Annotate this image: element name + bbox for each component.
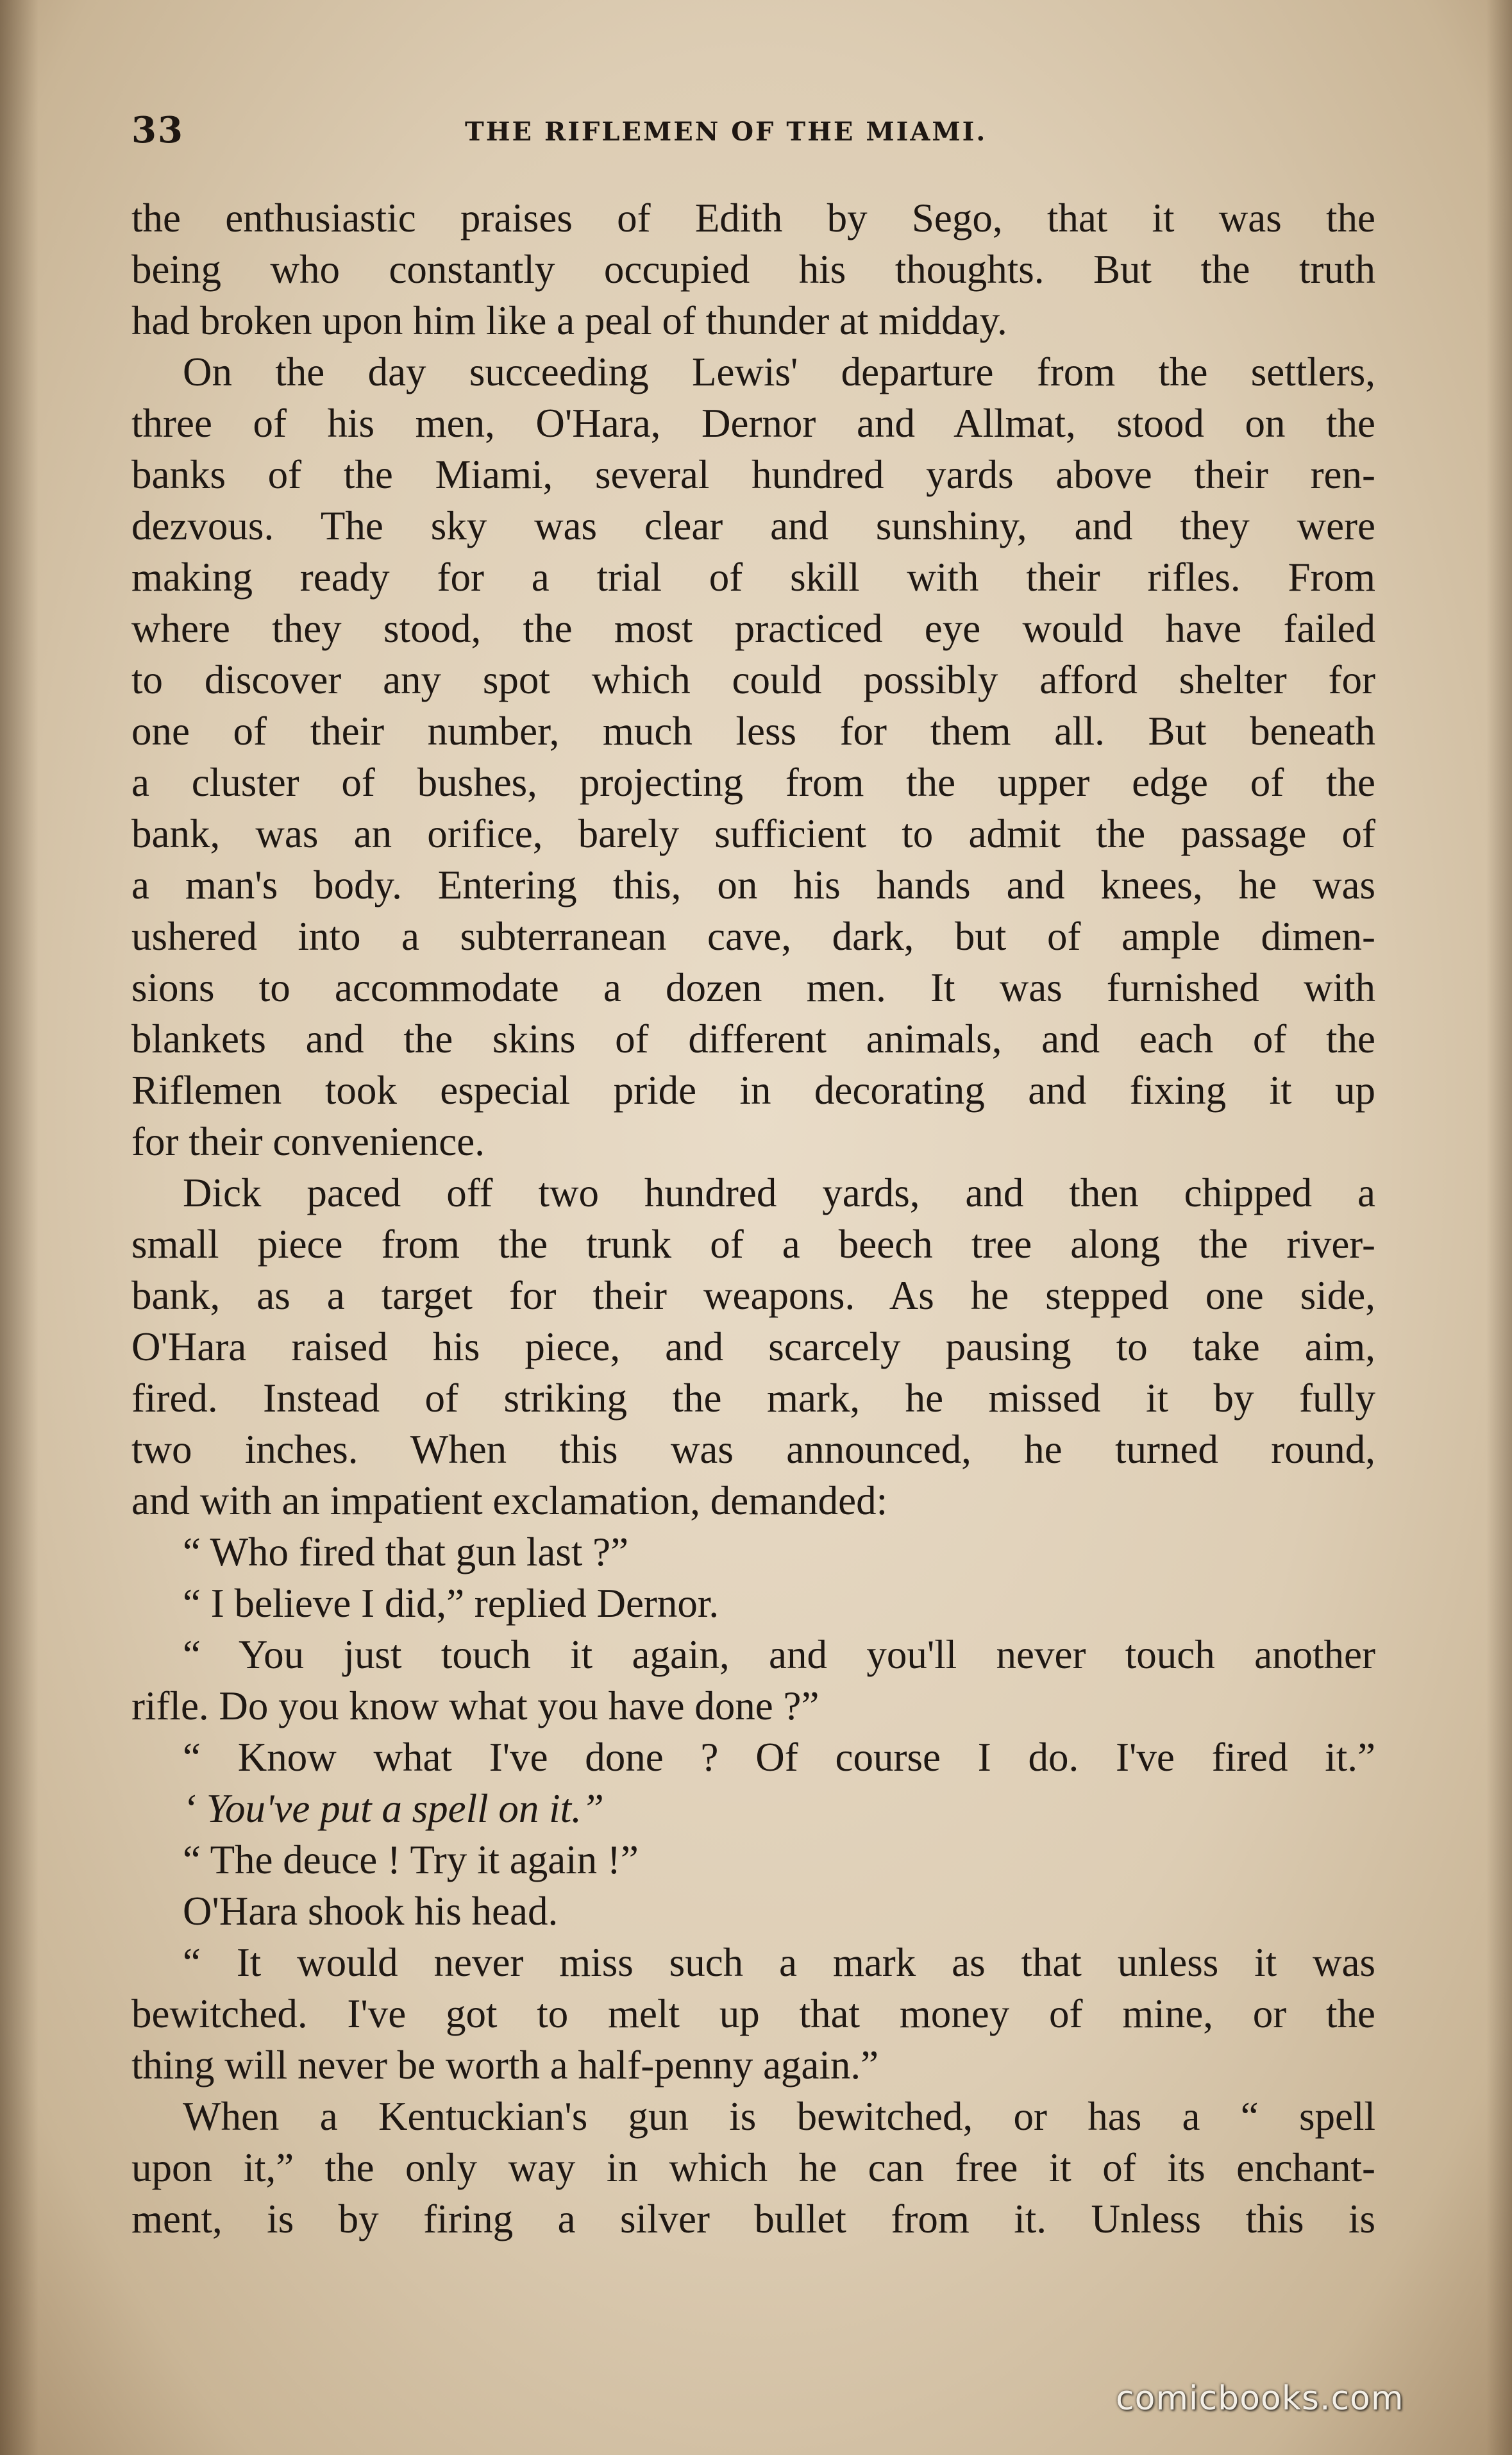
text-line: rifle. Do you know what you have done ?”	[131, 1683, 819, 1728]
text-line: the enthusiastic praises of Edith by Sego, that it was the	[131, 196, 1375, 240]
text-line: bewitched. I've got to melt up that money of mine, or the	[131, 1991, 1375, 2036]
text-line: had broken upon him like a peal of thunder at midday.	[131, 298, 1007, 343]
text-line: a cluster of bushes, projecting from the upper edge of the	[131, 760, 1375, 805]
text-line: being who constantly occupied his thoughts. But the truth	[131, 247, 1375, 292]
text-line: sions to accommodate a dozen men. It was furnished with	[131, 965, 1375, 1010]
watermark: comicbooks.com	[1116, 2379, 1404, 2418]
text-line: dezvous. The sky was clear and sunshiny, and they were	[131, 503, 1375, 548]
text-line: “ Who fired that gun last ?”	[183, 1530, 629, 1574]
text-line: upon it,” the only way in which he can free it of its enchant-	[131, 2145, 1375, 2190]
text-line: “ The deuce ! Try it again !”	[183, 1837, 639, 1882]
text-line: On the day succeeding Lewis' departure from the settlers,	[183, 350, 1375, 394]
text-line: one of their number, much less for them all. But beneath	[131, 709, 1375, 754]
text-line: “ I believe I did,” replied Dernor.	[183, 1581, 719, 1626]
text-line: Dick paced off two hundred yards, and then chipped a	[183, 1170, 1375, 1215]
body-text	[131, 192, 1375, 2245]
text-line: ment, is by firing a silver bullet from it. Unless this is	[131, 2197, 1375, 2241]
text-line: O'Hara shook his head.	[183, 1889, 559, 1934]
running-title: THE RIFLEMEN OF THE MIAMI.	[465, 117, 987, 147]
text-line: “ Know what I've done ? Of course I do. I've fired it.”	[183, 1735, 1375, 1780]
text-line: small piece from the trunk of a beech tree along the river-	[131, 1222, 1375, 1267]
page-header	[131, 109, 1375, 154]
text-line: two inches. When this was announced, he turned round,	[131, 1427, 1375, 1472]
text-line: blankets and the skins of different animals, and each of the	[131, 1017, 1375, 1061]
text-line: to discover any spot which could possibly afford shelter for	[131, 657, 1375, 702]
text-line: “ It would never miss such a mark as that unless it was	[183, 1940, 1375, 1985]
text-line: banks of the Miami, several hundred yards above their ren-	[131, 452, 1375, 497]
text-line: a man's body. Entering this, on his hands and knees, he was	[131, 863, 1375, 907]
text-line: bank, as a target for their weapons. As he stepped one side,	[131, 1273, 1375, 1318]
page-edge	[1486, 0, 1512, 2455]
text-line: ushered into a subterranean cave, dark, but of ample dimen-	[131, 914, 1375, 959]
text-line: “ You just touch it again, and you'll never touch another	[183, 1632, 1375, 1677]
text-line: where they stood, the most practiced eye would have failed	[131, 606, 1375, 651]
text-line: ‘ You've put a spell on it.”	[183, 1786, 604, 1831]
text-line: Riflemen took especial pride in decorating and fixing it up	[131, 1068, 1375, 1113]
text-line: fired. Instead of striking the mark, he missed it by fully	[131, 1376, 1375, 1421]
text-line: making ready for a trial of skill with their rifles. From	[131, 555, 1375, 600]
text-line: O'Hara raised his piece, and scarcely pausing to take aim,	[131, 1324, 1375, 1369]
text-line: When a Kentuckian's gun is bewitched, or has a “ spell	[183, 2094, 1375, 2139]
text-line: thing will never be worth a half-penny again.”	[131, 2043, 879, 2088]
spine-shadow	[0, 0, 38, 2455]
text-line: and with an impatient exclamation, demanded:	[131, 1478, 888, 1523]
text-line: bank, was an orifice, barely sufficient to admit the passage of	[131, 811, 1375, 856]
text-line: three of his men, O'Hara, Dernor and Allmat, stood on the	[131, 401, 1375, 446]
text-line: for their convenience.	[131, 1119, 485, 1164]
page-number: 33	[131, 109, 184, 151]
